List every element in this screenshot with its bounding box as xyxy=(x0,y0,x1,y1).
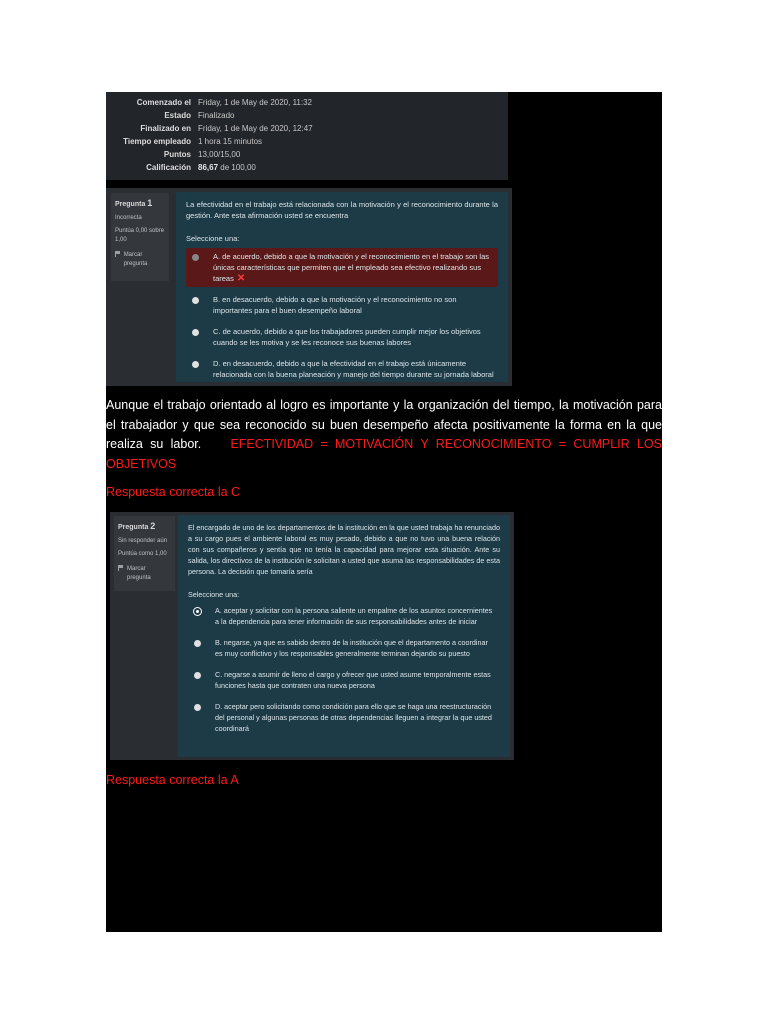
question-1-info xyxy=(111,193,169,281)
summary-row-grade: Calificación 86,67 de 100,00 xyxy=(146,163,256,172)
flag-icon xyxy=(118,565,124,571)
flag-question-2[interactable]: Marcar pregunta xyxy=(118,565,171,583)
summary-row-time: Tiempo empleado 1 hora 15 minutos xyxy=(123,137,263,146)
question-1-option-b[interactable]: B. en desacuerdo, debido a que la motivación y el reconocimiento no son importantes para el buen desempeño laboral xyxy=(186,291,498,319)
question-2-status: Sin responder aún xyxy=(118,538,168,544)
question-1-points: Puntúa 0,00 sobre 1,00 xyxy=(115,228,165,243)
answer-1: Respuesta correcta la C xyxy=(106,485,241,499)
summary-row-points: Puntos 13,00/15,00 xyxy=(163,150,241,159)
question-2-option-b[interactable]: B. negarse, ya que es sabido dentro de la institución que el departamento a coordinar es muy conflictivo y los responsables generalmente terminan dejando su puesto xyxy=(188,634,500,662)
question-1-status: Incorrecta xyxy=(115,215,142,221)
grade-value: 86,67 xyxy=(198,163,219,172)
question-2-option-c[interactable]: C. negarse a asumir de lleno el cargo y ofrecer que usted asume temporalmente estas funciones hasta que contraten una nueva persona xyxy=(188,666,500,694)
summary-row-finished: Finalizado en Friday, 1 de May de 2020, 12:47 xyxy=(140,124,313,133)
summary-row-started: Comenzado el Friday, 1 de May de 2020, 11:32 xyxy=(136,98,312,107)
question-2-info xyxy=(114,516,175,591)
radio-button[interactable] xyxy=(194,640,201,647)
question-1-text: La efectividad en el trabajo está relacionada con la motivación y el reconocimiento durante la gestión. Ante esta afirmación usted se encuentra xyxy=(186,200,498,220)
explanation-highlight: EFECTIVIDAD = MOTIVACIÓN Y RECONOCIMIENTO = CUMPLIR LOS OBJETIVOS xyxy=(106,437,662,471)
question-1-body xyxy=(176,192,508,382)
question-2-option-a[interactable]: A. aceptar y solicitar con la persona saliente un empalme de los asuntos concernientes a la dependencia para tener información de sus responsabilidades antes de iniciar xyxy=(188,602,500,630)
answer-2: Respuesta correcta la A xyxy=(106,773,239,787)
flag-icon xyxy=(115,251,121,257)
question-1-option-a[interactable]: A. de acuerdo, debido a que la motivación y el reconocimiento en el trabajo son las únicas características que permiten que el empleado sea efectivo realizando sus tareas ✕ xyxy=(186,248,498,287)
question-1-option-d[interactable]: D. en desacuerdo, debido a que la efectividad en el trabajo está únicamente relacionada con la buena planeación y manejo del tiempo durante su jornada laboral xyxy=(186,355,498,383)
flag-question-1[interactable]: Marcar pregunta xyxy=(115,251,165,269)
radio-button[interactable] xyxy=(192,254,199,261)
radio-button[interactable] xyxy=(192,361,199,368)
question-2-text: El encargado de uno de los departamentos de la institución en la que usted trabaja ha renunciado a su cargo pues el ambiente laboral es muy pesado, debido a que no tuvo una buena relación con sus compañeros y sentía que no tenía la capacidad para mejorar esta situación. Ante su salida, los directivos de la institución le solicitan a usted que asuma las responsabilidades de esta persona. La decisión que tomaría sería xyxy=(188,523,500,576)
question-2-points: Puntúa como 1,00 xyxy=(118,551,167,557)
radio-button[interactable] xyxy=(192,329,199,336)
radio-button[interactable] xyxy=(192,297,199,304)
explanation-paragraph: Aunque el trabajo orientado al logro es importante y la organización del tiempo, la motivación para el trabajador y que sea reconocido su buen desempeño afecta positivamente la forma en la que realiza su labor. EFECTIVIDAD = MOTIVACIÓN Y RECONOCIMIENTO = CUMPLIR LOS OBJETIVOS xyxy=(106,398,662,471)
summary-row-state: Estado Finalizado xyxy=(164,111,235,120)
question-1-select-label: Seleccione una: xyxy=(186,234,240,243)
incorrect-icon: ✕ xyxy=(236,273,246,284)
question-2-option-d[interactable]: D. aceptar pero solicitando como condición para ello que se haga una reestructuración del personal y algunas personas de otras dependencias lleguen a integrar la que usted coordinará xyxy=(188,698,500,737)
question-1-title: Pregunta 1 xyxy=(115,198,153,208)
question-2-body xyxy=(178,515,510,757)
question-2-select-label: Seleccione una: xyxy=(188,590,240,599)
question-2-title: Pregunta 2 xyxy=(118,521,156,531)
question-1-option-c[interactable]: C. de acuerdo, debido a que los trabajadores pueden cumplir mejor los objetivos cuando se les motiva y se les reconoce sus buenas labores xyxy=(186,323,498,351)
radio-button[interactable] xyxy=(194,704,201,711)
radio-button[interactable] xyxy=(194,608,201,615)
radio-button[interactable] xyxy=(194,672,201,679)
attempt-summary xyxy=(106,92,508,180)
